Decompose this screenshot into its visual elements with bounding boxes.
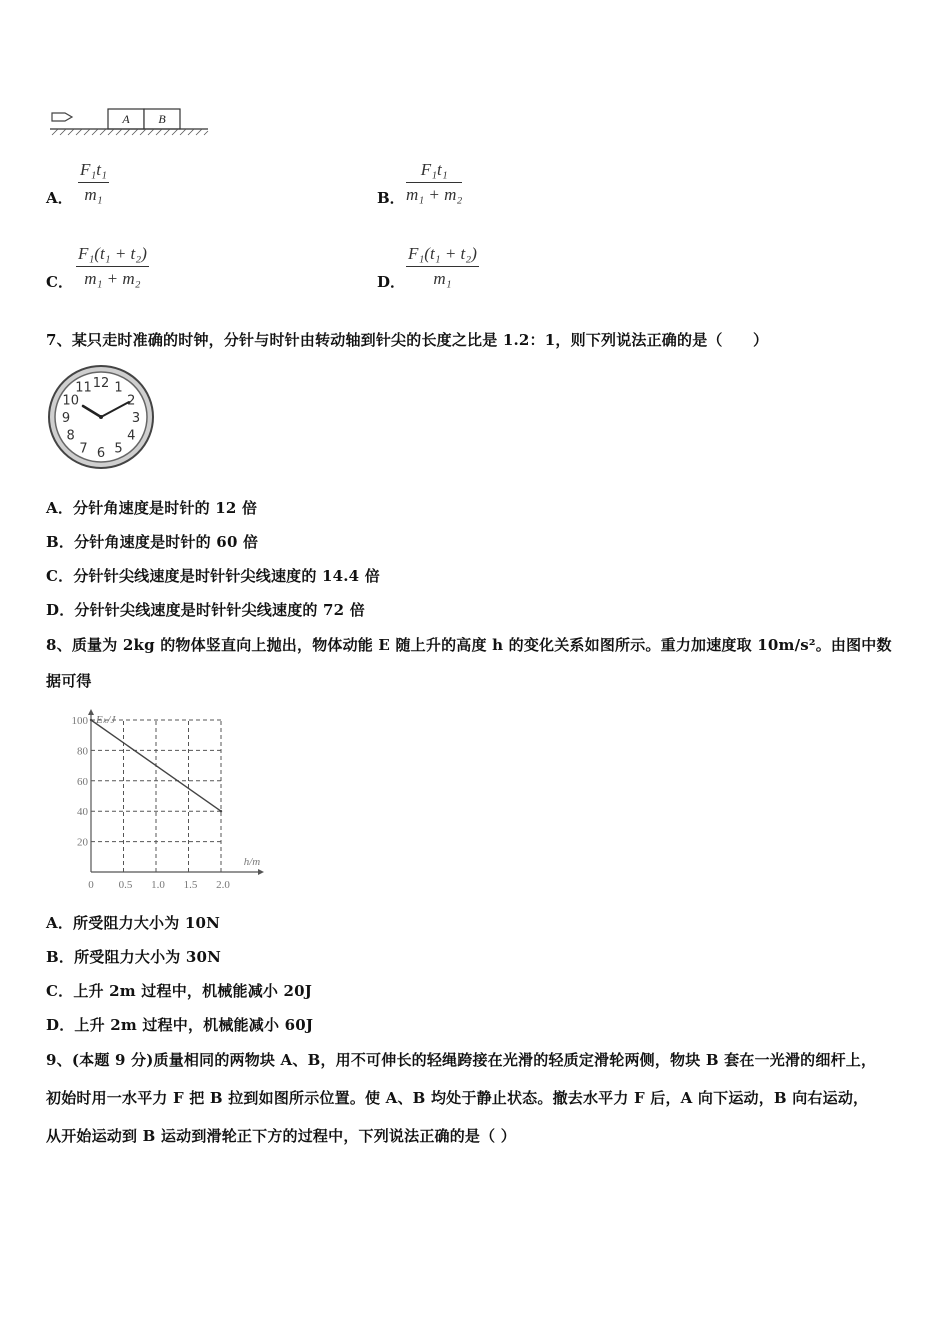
ek-series-line [91,720,221,811]
clock-number-2: 2 [127,393,136,409]
q6-option-d-fraction [406,244,479,289]
clock-number-9: 9 [61,411,71,426]
q6-option-a-numerator: F₁t₁ [78,160,109,183]
q6-option-d-label: D． [377,273,406,291]
q6-option-b-fraction [406,160,462,205]
ek-h-chart [60,705,270,895]
q8-option-a: A．所受阻力大小为 10N [46,914,221,932]
block-a-label: A [122,112,130,126]
clock-center [99,415,103,419]
q6-option-a-label: A． [46,189,73,207]
clock-number-11: 11 [75,380,92,396]
clock-number-12: 12 [92,376,110,391]
clock-number-10: 10 [62,393,79,409]
q6-option-c-fraction [76,244,149,289]
y-tick-label: 80 [77,745,88,758]
q8-stem-line2: 据可得 [46,672,92,690]
q7-option-b: B．分针角速度是时针的 60 倍 [46,533,259,551]
y-axis-label: Eₖ/J [96,714,116,726]
q6-option-a-fraction [78,160,109,205]
x-axis-label: h/m [243,856,261,868]
q6-option-b-numerator: F₁t₁ [406,160,462,183]
q9-stem-line3: 从开始运动到 B 运动到滑轮正下方的过程中，下列说法正确的是（ ） [46,1127,516,1145]
q9-stem-line1: 9、(本题 9 分)质量相同的两物块 A、B，用不可伸长的轻绳跨接在光滑的轻质定滑轮两侧，物块 B 套在一光滑的细杆上， [46,1051,877,1069]
clock-number-6: 6 [96,446,106,461]
clock-number-8: 8 [66,428,75,444]
y-tick-label: 100 [71,715,88,727]
q6-option-c-denominator: m₁ + m₂ [84,269,141,288]
q6-option-d-denominator: m₁ [433,269,452,288]
q6-option-b-denominator: m₁ + m₂ [406,185,463,204]
x-axis-arrow [258,869,264,875]
clock-number-1: 1 [114,380,123,396]
clock-number-5: 5 [114,441,123,457]
clock-number-3: 3 [131,411,141,426]
q6-option-d-numerator: F₁(t₁ + t₂) [406,244,479,267]
x-tick-label: 2.0 [216,879,230,891]
clock-figure [46,364,158,472]
q8-option-d: D．上升 2m 过程中，机械能减小 60J [46,1016,314,1034]
y-tick-label: 40 [77,806,88,819]
q7-option-a: A．分针角速度是时针的 12 倍 [46,499,258,517]
q6-option-a-denominator: m₁ [84,185,103,204]
clock-number-4: 4 [127,428,136,444]
y-tick-label: 20 [77,836,88,849]
y-tick-label: 60 [77,775,88,788]
q6-option-b-label: B． [377,189,405,207]
x-tick-label: 1.5 [183,879,198,891]
q7-option-d: D．分针针尖线速度是时针针尖线速度的 72 倍 [46,601,365,619]
q8-option-c: C．上升 2m 过程中，机械能减小 20J [46,982,313,1000]
q7-stem: 7、某只走时准确的时钟，分针与时针由转动轴到针尖的长度之比是 1.2：1，则下列说法正确的是（ ） [46,331,769,349]
y-axis-arrow [88,709,94,715]
q9-stem-line2: 初始时用一水平力 F 把 B 拉到如图所示位置。使 A、B 均处于静止状态。撤去水平力 F 后，A 向下运动，B 向右运动， [46,1089,869,1107]
q8-stem-line1: 8、质量为 2kg 的物体竖直向上抛出，物体动能 E 随上升的高度 h 的变化关系如图所示。重力加速度取 10m/s²。由图中数 [46,636,892,654]
q6-blocks-figure [48,103,213,138]
block-b-label: B [158,112,166,126]
ek-data-point [90,719,92,721]
clock-number-7: 7 [79,441,88,457]
q6-option-c-numerator: F₁(t₁ + t₂) [76,244,149,267]
x-tick-label: 0.5 [118,879,133,891]
ek-data-point [220,810,222,812]
ground-hatching [52,129,208,135]
q6-option-c-label: C． [46,273,73,291]
x-tick-label: 1.0 [151,879,165,891]
x-tick-label: 0 [88,879,94,891]
q8-option-b: B．所受阻力大小为 30N [46,948,222,966]
q7-option-c: C．分针针尖线速度是时针针尖线速度的 14.4 倍 [46,567,380,585]
bullet-icon [52,113,72,121]
